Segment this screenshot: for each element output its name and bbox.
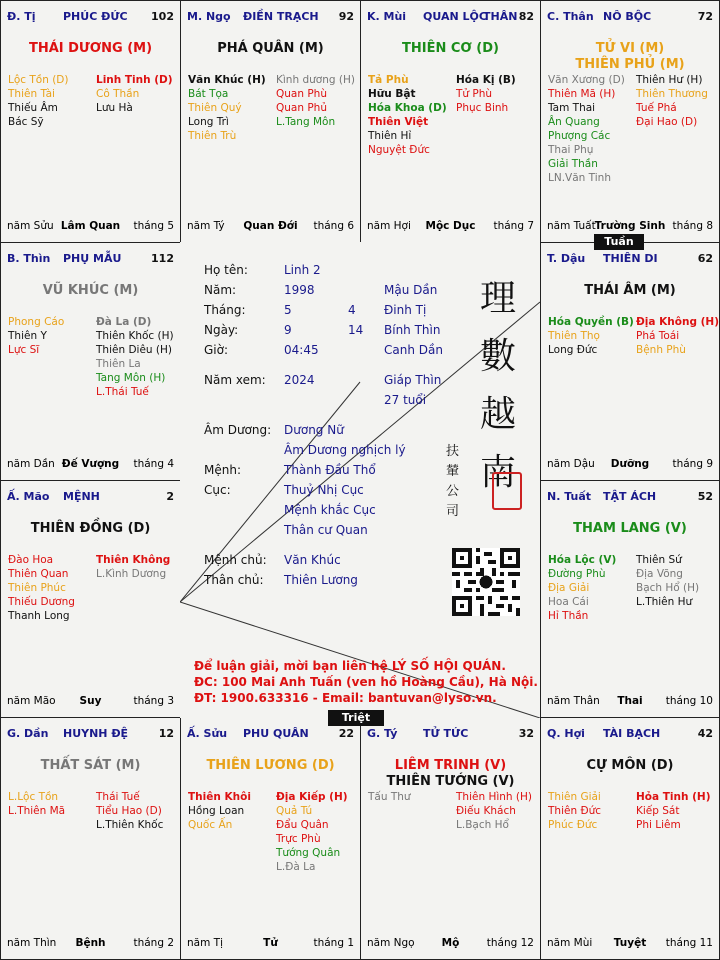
month-label: tháng 12 (486, 937, 534, 949)
main-stars (1, 283, 180, 299)
palace-age: 92 (338, 10, 354, 23)
palace-branch: M. Ngọ (187, 10, 231, 23)
value-nam-can: Mậu Dần (384, 283, 438, 297)
label-nam-xem: Năm xem: (204, 373, 266, 387)
life-stage: Mộ (441, 937, 460, 949)
value-ngay-can: Bính Thìn (384, 323, 441, 337)
minor-star: Thai Phụ (548, 144, 594, 156)
minor-star: Quả Tú (276, 805, 313, 817)
palace-header (547, 10, 713, 26)
year-label: năm Dậu (547, 458, 595, 470)
palace-branch: Q. Hợi (547, 727, 585, 740)
palace-name: QUAN LỘC (423, 10, 487, 23)
month-label: tháng 8 (672, 220, 713, 232)
label-thang: Tháng: (204, 303, 246, 317)
minor-star: L.Bạch Hổ (456, 819, 509, 831)
palace-header (367, 10, 534, 26)
palace-age: 42 (697, 727, 713, 740)
main-star: THIÊN PHỦ (M) (575, 57, 685, 72)
year-label: năm Mão (7, 695, 56, 707)
minor-star: Thiên Diêu (H) (96, 344, 172, 356)
minor-star: Thiên Thương (636, 88, 708, 100)
year-label: năm Thân (547, 695, 600, 707)
minor-star: Trực Phù (276, 833, 321, 845)
label-am-duong: Âm Dương: (204, 423, 272, 437)
palace-dau (540, 242, 720, 481)
minor-star: Văn Khúc (H) (188, 74, 266, 86)
month-label: tháng 9 (672, 458, 713, 470)
palace-footer (187, 937, 354, 951)
minor-star: Địa Võng (636, 568, 683, 580)
palace-age: 22 (338, 727, 354, 740)
year-label: năm Ngọ (367, 937, 415, 949)
palace-name: PHÚC ĐỨC (63, 10, 128, 23)
palace-header (547, 490, 713, 506)
minor-star: Nguyệt Đức (368, 144, 430, 156)
main-star: TỬ VI (M) (595, 41, 665, 56)
main-stars (541, 41, 719, 73)
palace-header (187, 10, 354, 26)
label-cuc: Cục: (204, 483, 231, 497)
contact-line-3[interactable]: ĐT: 1900.633316 - Email: bantuvan@lyso.vn. (194, 691, 497, 705)
palace-ty (0, 0, 181, 243)
palace-name: TỬ TỨC (423, 727, 469, 740)
life-stage: Trường Sinh (594, 220, 666, 232)
minor-star: Long Đức (548, 344, 598, 356)
minor-star: Đại Hao (D) (636, 116, 698, 128)
minor-star: LN.Văn Tinh (548, 172, 611, 184)
minor-star: Tiểu Hao (D) (96, 805, 162, 817)
right-star-list (276, 73, 355, 129)
label-than-chu: Thân chủ: (204, 573, 264, 587)
main-stars (361, 41, 540, 57)
minor-star: Địa Không (H) (636, 316, 719, 328)
minor-star: Tam Thai (548, 102, 596, 114)
contact-line-1: Để luận giải, mời bạn liên hệ LÝ SỐ HỘI QUÁN. (194, 659, 506, 673)
qr-code-icon[interactable] (452, 548, 520, 616)
palace-ngo (180, 0, 361, 243)
palace-footer (547, 695, 713, 709)
palace-branch: Đ. Tị (7, 10, 36, 23)
month-label: tháng 3 (133, 695, 174, 707)
minor-star: Thiên Không (96, 554, 171, 566)
life-stage: Đế Vượng (61, 458, 120, 470)
palace-footer (547, 220, 713, 234)
value-am-duong-2: Âm Dương nghịch lý (284, 443, 406, 457)
label-ho-ten: Họ tên: (204, 263, 248, 277)
minor-star: L.Đà La (276, 861, 316, 873)
left-star-list (548, 553, 616, 623)
minor-star: Hữu Bật (368, 88, 416, 100)
calligraphy-logo: 理數越南 (479, 278, 516, 493)
left-star-list (8, 553, 75, 623)
minor-star: Thiên Khốc (H) (96, 330, 174, 342)
minor-star: Quốc Ấn (188, 819, 233, 831)
palace-branch: G. Tý (367, 727, 398, 740)
year-label: năm Tý (187, 220, 225, 232)
palace-header (7, 252, 174, 268)
palace-name: NÔ BỘC (603, 10, 652, 23)
main-star: THIÊN CƠ (D) (402, 41, 499, 56)
main-star: CỰ MÔN (D) (586, 758, 674, 773)
minor-star: L.Thiên Khốc (96, 819, 164, 831)
right-star-list (96, 315, 174, 399)
palace-header (7, 727, 174, 743)
value-am-duong: Dương Nữ (284, 423, 344, 437)
palace-suu (180, 717, 361, 960)
minor-star: Tang Môn (H) (96, 372, 166, 384)
minor-star: L.Thái Tuế (96, 386, 149, 398)
palace-age: 112 (151, 252, 174, 265)
minor-star: Thiên Giải (548, 791, 601, 803)
month-label: tháng 10 (665, 695, 713, 707)
minor-star: Hỉ Thần (548, 610, 589, 622)
minor-star: Quan Phù (276, 88, 327, 100)
year-label: năm Hợi (367, 220, 411, 232)
value-menh: Thành Đầu Thổ (284, 463, 376, 477)
month-label: tháng 6 (313, 220, 354, 232)
value-cuc: Thuỷ Nhị Cục (284, 483, 364, 497)
palace-footer (547, 937, 713, 951)
minor-star: Thiên Sứ (636, 554, 682, 566)
life-stage: Mộc Dục (425, 220, 476, 232)
value-gio-can: Canh Dần (384, 343, 443, 357)
minor-star: Phi Liêm (636, 819, 681, 831)
value-thang-can: Đinh Tị (384, 303, 427, 317)
palace-branch: T. Dậu (547, 252, 586, 265)
main-stars (181, 41, 360, 57)
main-star: VŨ KHÚC (M) (42, 283, 139, 298)
tuan-badge: Tuần (594, 234, 644, 250)
main-star: THÁI ÂM (M) (584, 283, 676, 298)
minor-star: Thiên Quý (188, 102, 242, 114)
minor-star: Phúc Đức (548, 819, 598, 831)
palace-age: 82 (518, 10, 534, 23)
month-label: tháng 2 (133, 937, 174, 949)
minor-star: Thiên Đức (548, 805, 602, 817)
main-stars (541, 283, 719, 299)
palace-branch: B. Thìn (7, 252, 51, 265)
palace-footer (7, 937, 174, 951)
month-label: tháng 4 (133, 458, 174, 470)
minor-star: Hóa Kị (B) (456, 74, 516, 86)
calligraphy-small: 扶輦公司 (446, 444, 460, 519)
minor-star: Địa Kiếp (H) (276, 791, 348, 803)
minor-star: Thiên Hỉ (368, 130, 412, 142)
left-star-list (8, 315, 64, 357)
left-star-list (8, 73, 69, 129)
life-stage: Tuyệt (613, 937, 647, 949)
minor-star: Lộc Tồn (D) (8, 74, 69, 86)
minor-star: Phục Binh (456, 102, 509, 114)
right-star-list (636, 73, 708, 129)
left-star-list (188, 790, 251, 832)
year-label: năm Sửu (7, 220, 54, 232)
value-ho-ten: Linh 2 (284, 263, 321, 277)
minor-star: Đường Phù (548, 568, 606, 580)
right-star-list (456, 73, 516, 115)
palace-footer (367, 220, 534, 234)
minor-star: Tuế Phá (636, 102, 677, 114)
palace-name: MỆNH (63, 490, 100, 503)
label-gio: Giờ: (204, 343, 229, 357)
value-nam-xem: 2024 (284, 373, 315, 387)
palace-name: TÀI BẠCH (603, 727, 661, 740)
minor-star: Thanh Long (8, 610, 70, 622)
month-label: tháng 7 (493, 220, 534, 232)
minor-star: Thiên Tài (8, 88, 55, 100)
label-menh: Mệnh: (204, 463, 241, 477)
minor-star: Văn Xương (D) (548, 74, 625, 86)
minor-star: Giải Thần (548, 158, 598, 170)
minor-star: Hóa Khoa (D) (368, 102, 447, 114)
minor-star: Hồng Loan (188, 805, 245, 817)
left-star-list (548, 790, 601, 832)
palace-branch: C. Thân (547, 10, 594, 23)
minor-star: Lực Sĩ (8, 344, 40, 356)
palace-name: TẬT ÁCH (603, 490, 657, 503)
main-star: THAM LANG (V) (573, 521, 687, 536)
palace-header (547, 727, 713, 743)
palace-footer (7, 220, 174, 234)
palace-branch: K. Mùi (367, 10, 407, 23)
right-star-list (96, 73, 173, 115)
minor-star: Kiếp Sát (636, 805, 680, 817)
minor-star: Địa Giải (548, 582, 590, 594)
minor-star: Phá Toái (636, 330, 680, 342)
main-star: THẤT SÁT (M) (40, 758, 141, 773)
palace-age: 2 (166, 490, 174, 503)
palace-age: 32 (518, 727, 534, 740)
right-star-list (96, 553, 170, 581)
palace-age: 72 (697, 10, 713, 23)
palace-footer (7, 695, 174, 709)
right-star-list (636, 790, 711, 832)
palace-branch: Ấ. Mão (7, 490, 50, 503)
year-label: năm Dần (7, 458, 55, 470)
palace-footer (547, 458, 713, 472)
palace-hoi (540, 717, 720, 960)
than-marker: THÂN (483, 10, 518, 23)
life-stage: Quan Đới (243, 220, 298, 232)
label-ngay: Ngày: (204, 323, 239, 337)
minor-star: Bạch Hổ (H) (636, 582, 700, 594)
year-label: năm Thìn (7, 937, 57, 949)
palace-header (367, 727, 534, 743)
value-than-chu: Thiên Lương (284, 573, 358, 587)
minor-star: Thiên Y (8, 330, 47, 342)
palace-name: PHỤ MẪU (63, 252, 122, 265)
label-menh-chu: Mệnh chủ: (204, 553, 267, 567)
minor-star: Bát Tọa (188, 88, 229, 100)
center-panel (180, 242, 540, 718)
value-menh-chu: Văn Khúc (284, 553, 341, 567)
left-star-list (548, 73, 625, 185)
right-star-list (456, 790, 532, 832)
minor-star: Long Trì (188, 116, 229, 128)
minor-star: Phượng Các (548, 130, 611, 142)
left-star-list (368, 790, 411, 804)
minor-star: Hỏa Tinh (H) (636, 791, 711, 803)
main-star: THIÊN ĐỒNG (D) (30, 521, 151, 536)
palace-ty2 (360, 717, 541, 960)
minor-star: Bác Sỹ (8, 116, 44, 128)
main-stars (181, 758, 360, 774)
minor-star: Kình dương (H) (276, 74, 355, 86)
minor-star: Phong Cáo (8, 316, 65, 328)
minor-star: Đẩu Quân (276, 819, 329, 831)
minor-star: Thiên Khôi (188, 791, 251, 803)
palace-mui (360, 0, 541, 243)
minor-star: Thiên Trù (188, 130, 237, 142)
minor-star: Linh Tinh (D) (96, 74, 173, 86)
minor-star: L.Lộc Tồn (8, 791, 59, 803)
minor-star: Tấu Thư (368, 791, 411, 803)
palace-branch: Ấ. Sửu (187, 727, 228, 740)
main-star: THIÊN TƯỚNG (V) (386, 774, 515, 789)
palace-age: 52 (697, 490, 713, 503)
main-stars (541, 758, 719, 774)
palace-than (540, 0, 720, 243)
contact-line-2: ĐC: 100 Mai Anh Tuấn (ven hồ Hoàng Cầu), Hà Nội. (194, 675, 538, 689)
minor-star: Cô Thần (96, 88, 140, 100)
minor-star: Thiên La (96, 358, 141, 370)
minor-star: Quan Phủ (276, 102, 327, 114)
minor-star: Hóa Quyền (B) (548, 316, 634, 328)
palace-branch: G. Dần (7, 727, 49, 740)
main-stars (1, 758, 180, 774)
main-star: THIÊN LƯƠNG (D) (206, 758, 335, 773)
minor-star: Thiếu Âm (8, 102, 58, 114)
value-thang-am: 4 (348, 303, 356, 317)
value-ngay-am: 14 (348, 323, 364, 337)
minor-star: Ân Quang (548, 116, 600, 128)
minor-star: Lưu Hà (96, 102, 133, 114)
life-stage: Bệnh (75, 937, 106, 949)
minor-star: Đào Hoa (8, 554, 54, 566)
palace-name: THIÊN DI (603, 252, 658, 265)
minor-star: Đà La (D) (96, 316, 152, 328)
minor-star: Thiên Phúc (8, 582, 66, 594)
year-label: năm Tị (187, 937, 223, 949)
minor-star: Hóa Lộc (V) (548, 554, 617, 566)
minor-star: Thiên Mã (H) (548, 88, 616, 100)
minor-star: Tướng Quân (276, 847, 341, 859)
left-star-list (188, 73, 266, 143)
right-star-list (636, 553, 699, 609)
life-stage: Lâm Quan (60, 220, 121, 232)
minor-star: L.Thiên Hư (636, 596, 693, 608)
palace-tuat (540, 480, 720, 718)
palace-dan (0, 717, 181, 960)
palace-age: 62 (697, 252, 713, 265)
minor-star: Thái Tuế (96, 791, 140, 803)
minor-star: L.Tang Môn (276, 116, 336, 128)
life-stage: Tử (263, 937, 278, 949)
value-thang: 5 (284, 303, 292, 317)
life-stage: Suy (79, 695, 102, 707)
main-star: THÁI DƯƠNG (M) (28, 41, 153, 56)
palace-header (7, 490, 174, 506)
minor-star: Thiên Hư (H) (636, 74, 703, 86)
triet-badge: Triệt (328, 710, 384, 726)
year-label: năm Mùi (547, 937, 593, 949)
palace-footer (7, 458, 174, 472)
right-star-list (276, 790, 348, 874)
value-nam: 1998 (284, 283, 315, 297)
palace-name: ĐIỀN TRẠCH (243, 10, 319, 23)
palace-name: PHU QUÂN (243, 727, 309, 740)
contact-block (194, 658, 538, 706)
red-seal (492, 472, 522, 510)
value-tuoi: 27 tuổi (384, 393, 427, 407)
minor-star: Tả Phù (368, 74, 409, 86)
minor-star: Thiên Quan (8, 568, 69, 580)
month-label: tháng 5 (133, 220, 174, 232)
minor-star: Thiên Việt (368, 116, 429, 128)
palace-header (547, 252, 713, 268)
right-star-list (636, 315, 719, 357)
minor-star: Điếu Khách (456, 805, 516, 817)
palace-name: HUYNH ĐỆ (63, 727, 129, 740)
minor-star: Hoa Cái (548, 596, 589, 608)
main-stars (361, 758, 540, 790)
minor-star: L.Thiên Mã (8, 805, 66, 817)
minor-star: Thiên Hình (H) (456, 791, 532, 803)
year-label: năm Tuất (547, 220, 596, 232)
minor-star: Bệnh Phù (636, 344, 686, 356)
minor-star: Tử Phù (456, 88, 493, 100)
palace-age: 12 (158, 727, 174, 740)
main-stars (1, 41, 180, 57)
minor-star: Thiên Thọ (548, 330, 600, 342)
value-gio: 04:45 (284, 343, 319, 357)
value-cuc-2: Mệnh khắc Cục (284, 503, 376, 517)
life-stage: Dưỡng (610, 458, 650, 470)
main-star: LIÊM TRINH (V) (394, 758, 507, 773)
month-label: tháng 1 (313, 937, 354, 949)
minor-star: L.Kình Dương (96, 568, 167, 580)
main-stars (541, 521, 719, 537)
palace-header (187, 727, 354, 743)
palace-footer (367, 937, 534, 951)
life-stage: Thai (617, 695, 643, 707)
palace-footer (187, 220, 354, 234)
palace-branch: N. Tuất (547, 490, 592, 503)
value-cuc-3: Thân cư Quan (284, 523, 368, 537)
palace-age: 102 (151, 10, 174, 23)
right-star-list (96, 790, 163, 832)
left-star-list (8, 790, 65, 818)
month-label: tháng 11 (665, 937, 713, 949)
left-star-list (368, 73, 447, 157)
palace-mao (0, 480, 181, 718)
value-nam-xem-can: Giáp Thìn (384, 373, 442, 387)
left-star-list (548, 315, 634, 357)
value-ngay: 9 (284, 323, 292, 337)
minor-star: Thiếu Dương (8, 596, 75, 608)
palace-thin (0, 242, 181, 481)
main-stars (1, 521, 180, 537)
palace-header (7, 10, 174, 26)
main-star: PHÁ QUÂN (M) (217, 41, 324, 56)
label-nam: Năm: (204, 283, 237, 297)
